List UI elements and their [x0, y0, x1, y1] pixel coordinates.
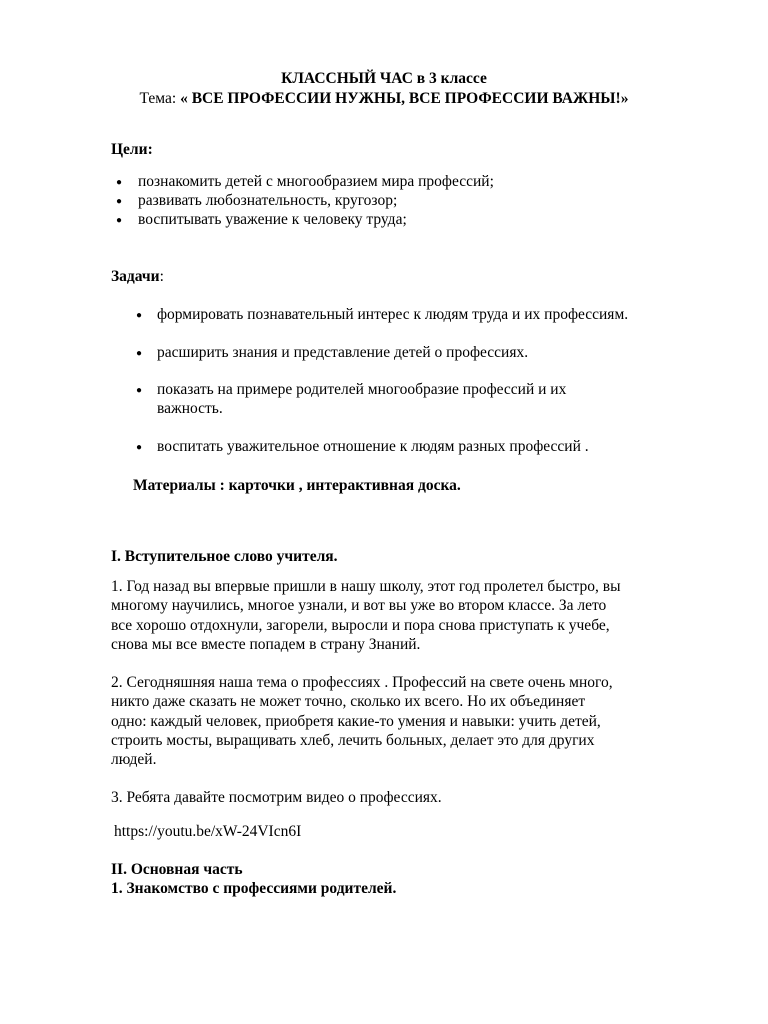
task-item: формировать познавательный интерес к людям труда и их профессиям. [157, 306, 629, 323]
goal-item: познакомить детей с многообразием мира профессий; [138, 173, 494, 190]
paragraph-1-line: все хорошо отдохнули, загорели, выросли и пора снова приступать к учебе, [111, 617, 610, 634]
task-item: воспитать уважительное отношение к людям разных профессий . [157, 438, 589, 455]
paragraph-2-line: 2. Сегодняшняя наша тема о профессиях . Профессий на свете очень много, [111, 674, 613, 691]
task-item: расширить знания и представление детей о профессиях. [157, 344, 529, 361]
page-title: КЛАССНЫЙ ЧАС в 3 классе [281, 70, 487, 87]
section-1-heading: I. Вступительное слово учителя. [111, 548, 338, 565]
paragraph-2-line: одно: каждый человек, приобретя какие-то умения и навыки: учить детей, [111, 713, 601, 730]
materials-line: Материалы : карточки , интерактивная доска. [133, 477, 461, 494]
bullet-icon: ● [116, 215, 123, 226]
goals-heading: Цели: [111, 141, 153, 158]
bullet-icon: ● [136, 385, 143, 396]
paragraph-3: 3. Ребята давайте посмотрим видео о профессиях. [111, 789, 442, 806]
video-link[interactable]: https://youtu.be/xW-24VIcn6I [114, 823, 302, 840]
section-2-heading: II. Основная часть [111, 861, 243, 878]
tasks-heading-colon: : [159, 268, 164, 285]
paragraph-1-line: 1. Год назад вы впервые пришли в нашу школу, этот год пролетел быстро, вы [111, 578, 621, 595]
tasks-heading-text: Задачи [111, 268, 160, 285]
bullet-icon: ● [116, 177, 123, 188]
goal-item: воспитывать уважение к человеку труда; [138, 211, 407, 228]
goal-item: развивать любознательность, кругозор; [138, 192, 398, 209]
section-2-item-1: 1. Знакомство с профессиями родителей. [111, 880, 397, 897]
task-item: показать на примере родителей многообразие профессий и их [157, 381, 567, 398]
paragraph-1-line: снова мы все вместе попадем в страну Знаний. [111, 636, 421, 653]
bullet-icon: ● [116, 196, 123, 207]
paragraph-1-line: многому научились, многое узнали, и вот вы уже во втором классе. За лето [111, 597, 607, 614]
bullet-icon: ● [136, 348, 143, 359]
theme-prefix: Тема: [139, 90, 181, 107]
paragraph-2-line: людей. [111, 751, 157, 768]
theme-value: « ВСЕ ПРОФЕССИИ НУЖНЫ, ВСЕ ПРОФЕССИИ ВАЖНЫ!» [180, 90, 629, 107]
bullet-icon: ● [136, 310, 143, 321]
tasks-heading [111, 268, 164, 286]
lesson-theme [0, 90, 768, 108]
task-item-continuation: важность. [157, 400, 223, 417]
paragraph-2-line: никто даже сказать не может точно, сколько их всего. Но их объединяет [111, 693, 586, 710]
paragraph-2-line: строить мосты, выращивать хлеб, лечить больных, делает это для других [111, 732, 595, 749]
bullet-icon: ● [136, 442, 143, 453]
